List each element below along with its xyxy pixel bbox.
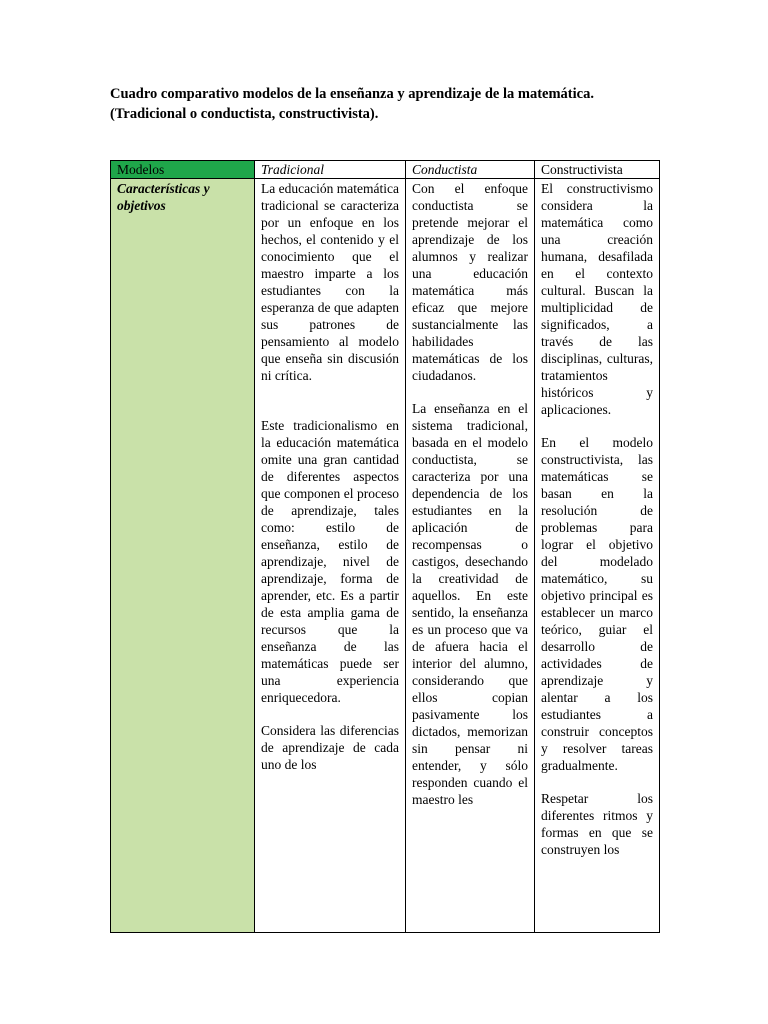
- table-row: [111, 179, 660, 933]
- header-models: Modelos: [111, 161, 255, 179]
- comparison-table: [110, 160, 660, 933]
- traditional-paragraph-3: Considera las diferencias de aprendizaje de cada uno de los: [261, 723, 399, 772]
- table-header-row: [111, 161, 660, 179]
- constructivist-paragraph-3: Respetar los diferentes ritmos y formas en que se construyen los: [541, 791, 653, 857]
- behaviorist-cell: [406, 179, 535, 933]
- header-constructivist: Constructivista: [535, 161, 660, 179]
- constructivist-cell: [535, 179, 660, 933]
- title-line-2: (Tradicional o conductista, constructivista).: [110, 106, 379, 122]
- title-line-1: Cuadro comparativo modelos de la enseñanza y aprendizaje de la matemática.: [110, 86, 594, 102]
- traditional-paragraph-1: La educación matemática tradicional se caracteriza por un enfoque en los hechos, el contenido y el conocimiento que el maestro imparte a los estudiantes con la esperanza de que adapten sus patrones de pensamiento al modelo que enseña sin discusión ni crítica.: [261, 181, 399, 383]
- traditional-cell: [255, 179, 406, 933]
- constructivist-paragraph-2: En el modelo constructivista, las matemáticas se basan en la resolución de problemas para lograr el objetivo del modelado matemático, su objetivo principal es establecer un marco teórico, guiar el desarrollo de actividades de aprendizaje y alentar a los estudiantes a construir conceptos y resolver tareas gradualmente.: [541, 435, 653, 773]
- header-traditional: Tradicional: [255, 161, 406, 179]
- document-title: [110, 84, 670, 124]
- header-behaviorist: Conductista: [406, 161, 535, 179]
- traditional-paragraph-2: Este tradicionalismo en la educación matemática omite una gran cantidad de diferentes aspectos que componen el proceso de aprendizaje, tales como: estilo de enseñanza, estilo de aprendizaje, nivel de aprendizaje, forma de aprender, etc. Es a partir de esta amplia gama de recursos que la enseñanza de las matemáticas puede ser una experiencia enriquecedora.: [261, 418, 399, 705]
- constructivist-paragraph-1: El constructivismo considera la matemática como una creación humana, desafilada en el contexto cultural. Buscan la multiplicidad de significados, a través de las disciplinas, culturas, tratamientos históricos y aplicaciones.: [541, 181, 653, 417]
- behaviorist-paragraph-1: Con el enfoque conductista se pretende mejorar el aprendizaje de los alumnos y realizar una educación matemática más eficaz que mejore sustancialmente las habilidades matemáticas de los ciudadanos.: [412, 181, 528, 383]
- row-label-characteristics: Características y objetivos: [111, 179, 255, 933]
- behaviorist-paragraph-2: La enseñanza en el sistema tradicional, basada en el modelo conductista, se caracteriza por una dependencia de los estudiantes en la aplicación de recompensas o castigos, desechando la creatividad de aquellos. En este sentido, la enseñanza es un proceso que va de afuera hacia el interior del alumno, considerando que ellos copian pasivamente los dictados, memorizan sin pensar ni entender, y sólo responden cuando el maestro les: [412, 401, 528, 807]
